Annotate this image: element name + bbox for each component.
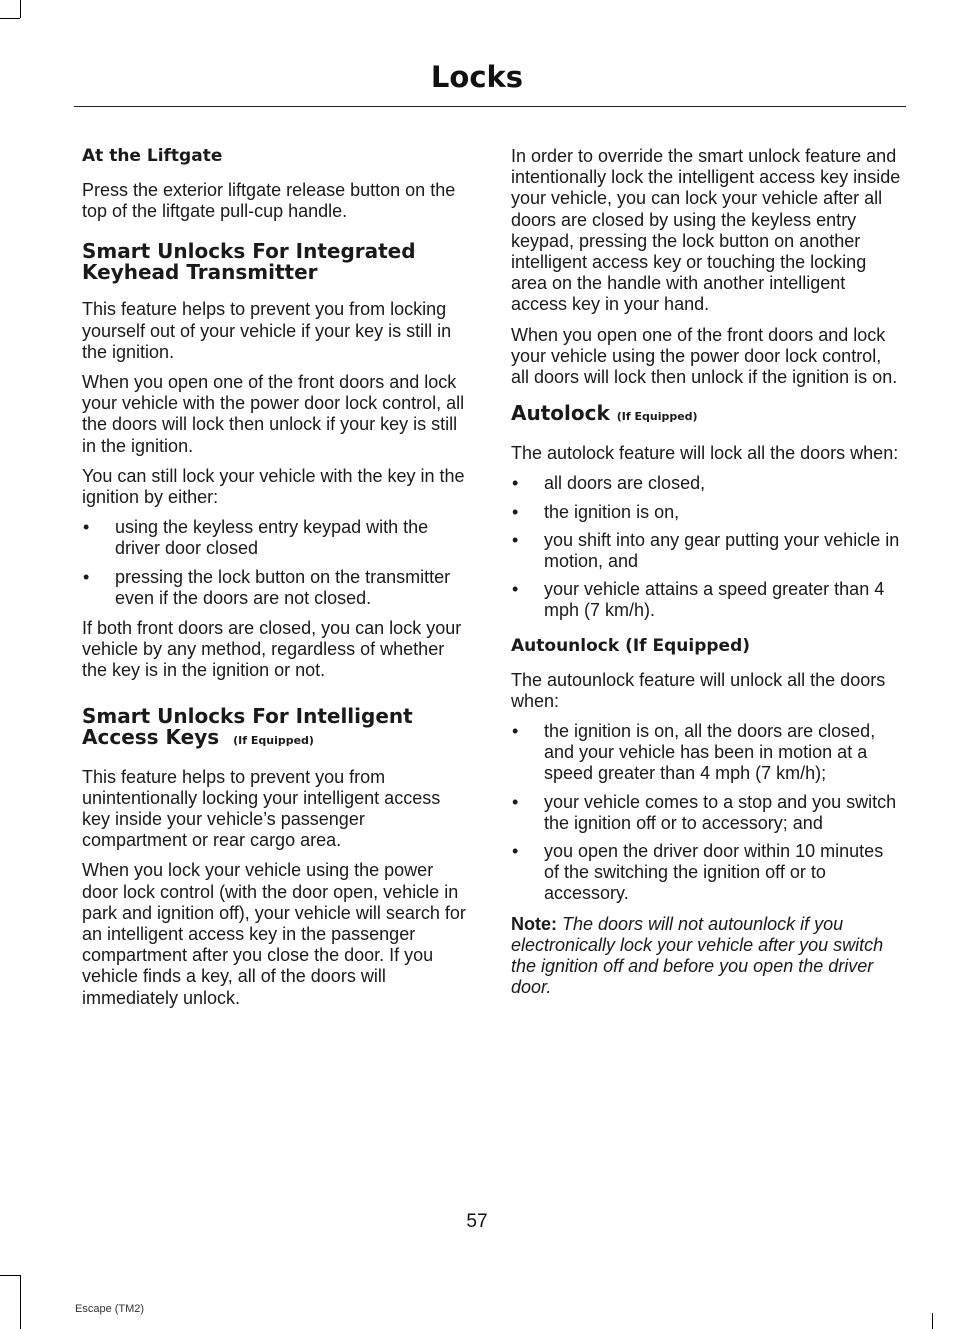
list-item-text: you shift into any gear putting your vehicle in motion, and [544,529,900,572]
list-item-text: using the keyless entry keypad with the driver door closed [115,517,429,559]
ikt-paragraph-2: When you open one of the front doors and lock your vehicle with the power door lock control, all the doors will lock then unlock if your key is still in the ignition. [82,372,465,456]
bullet-marker: • [83,517,90,538]
crop-mark-bottom-right-short [932,1313,933,1329]
footer-model-label: Escape (TM2) [75,1303,145,1315]
iak-paragraph-1: This feature helps to prevent you from unintentionally locking your intelligent access key inside your vehicle’s passenger compartment or rear cargo area. [82,766,441,851]
ikt-bullet-list [82,517,472,609]
list-item-text: your vehicle comes to a stop and you switch the ignition off or to accessory; and [544,791,897,833]
list-item-text: all doors are closed, [544,473,706,494]
list-item [511,841,901,905]
liftgate-heading: At the Liftgate [82,146,223,166]
bullet-marker: • [512,721,519,742]
list-item-text: you open the driver door within 10 minutes of the switching the ignition off or to accessory. [544,841,884,904]
liftgate-text: Press the exterior liftgate release button on the top of the liftgate pull-cup handle. [82,180,456,222]
bullet-marker: • [512,473,519,494]
ikt-paragraph-1: This feature helps to prevent you from locking yourself out of your vehicle if your key is still in the ignition. [82,299,452,362]
autounlock-heading: Autounlock (If Equipped) [511,635,751,656]
crop-mark-top-left-vertical [20,0,21,18]
bullet-marker: • [512,501,519,522]
ikt-paragraph-4: If both front doors are closed, you can lock your vehicle by any method, regardless of whether the key is in the ignition or not. [82,618,462,681]
list-item [511,502,901,523]
autounlock-bullet-list [511,721,901,905]
crop-mark-bottom-left-vertical [20,1275,21,1329]
iak-paragraph-2: When you lock your vehicle using the power door lock control (with the door open, vehicle in park and ignition off), your vehicle will search for an intelligent access key in the passenger compartment after you close the door. If you vehicle finds a key, all of the doors will immediately unlock. [82,860,466,1008]
autolock-intro: The autolock feature will lock all the doors when: [511,443,899,464]
override-paragraph: In order to override the smart unlock feature and intentionally lock the intelligent access key inside your vehicle, you can lock your vehicle after all doors are closed by using the keyless entry keypad, pressing the lock button on another intelligent access key or touching the locking area on the handle with another intelligent access key in your hand. [511,146,901,315]
iak-heading-text: Smart Unlocks For Intelligent Access Keys [82,703,413,749]
list-item [511,579,901,621]
list-item [511,530,901,572]
list-item [511,792,901,834]
front-doors-paragraph: When you open one of the front doors and lock your vehicle using the power door lock control, all doors will lock then unlock if the ignition is on. [511,324,898,388]
list-item [511,721,901,785]
autolock-heading-text: Autolock [511,401,610,426]
list-item-text: the ignition is on, [544,501,680,522]
title-rule [74,106,906,107]
list-item [82,517,472,559]
bullet-marker: • [512,841,519,862]
autolock-heading [511,403,901,427]
crop-mark-top-left-horizontal [0,18,20,19]
iak-heading [82,703,472,751]
list-item [82,567,472,609]
note-paragraph [511,914,901,999]
bullet-marker: • [512,529,519,550]
autolock-heading-note: (If Equipped) [616,410,698,424]
ikt-heading: Smart Unlocks For Integrated Keyhead Transmitter [82,239,416,285]
note-label: Note: [511,913,557,934]
bullet-marker: • [512,579,519,600]
list-item-text: your vehicle attains a speed greater than 4 mph (7 km/h). [544,579,885,621]
ikt-paragraph-3: You can still lock your vehicle with the key in the ignition by either: [82,465,465,508]
page-number: 57 [466,1211,488,1232]
note-text: The doors will not autounlock if you electronically lock your vehicle after you switch the ignition off and before you open the driver door. [511,913,884,998]
iak-heading-note: (If Equipped) [233,733,314,747]
autolock-bullet-list [511,473,901,621]
left-column [82,146,472,1018]
crop-mark-bottom-left-horizontal [0,1275,20,1276]
right-column [511,146,901,1008]
autounlock-intro: The autounlock feature will unlock all the doors when: [511,669,886,711]
list-item [511,473,901,494]
page-title: Locks [430,60,524,94]
bullet-marker: • [512,791,519,812]
list-item-text: pressing the lock button on the transmitter even if the doors are not closed. [115,566,451,608]
list-item-text: the ignition is on, all the doors are closed, and your vehicle has been in motion at a speed greater than 4 mph (7 km/h); [544,721,876,784]
bullet-marker: • [83,566,90,587]
